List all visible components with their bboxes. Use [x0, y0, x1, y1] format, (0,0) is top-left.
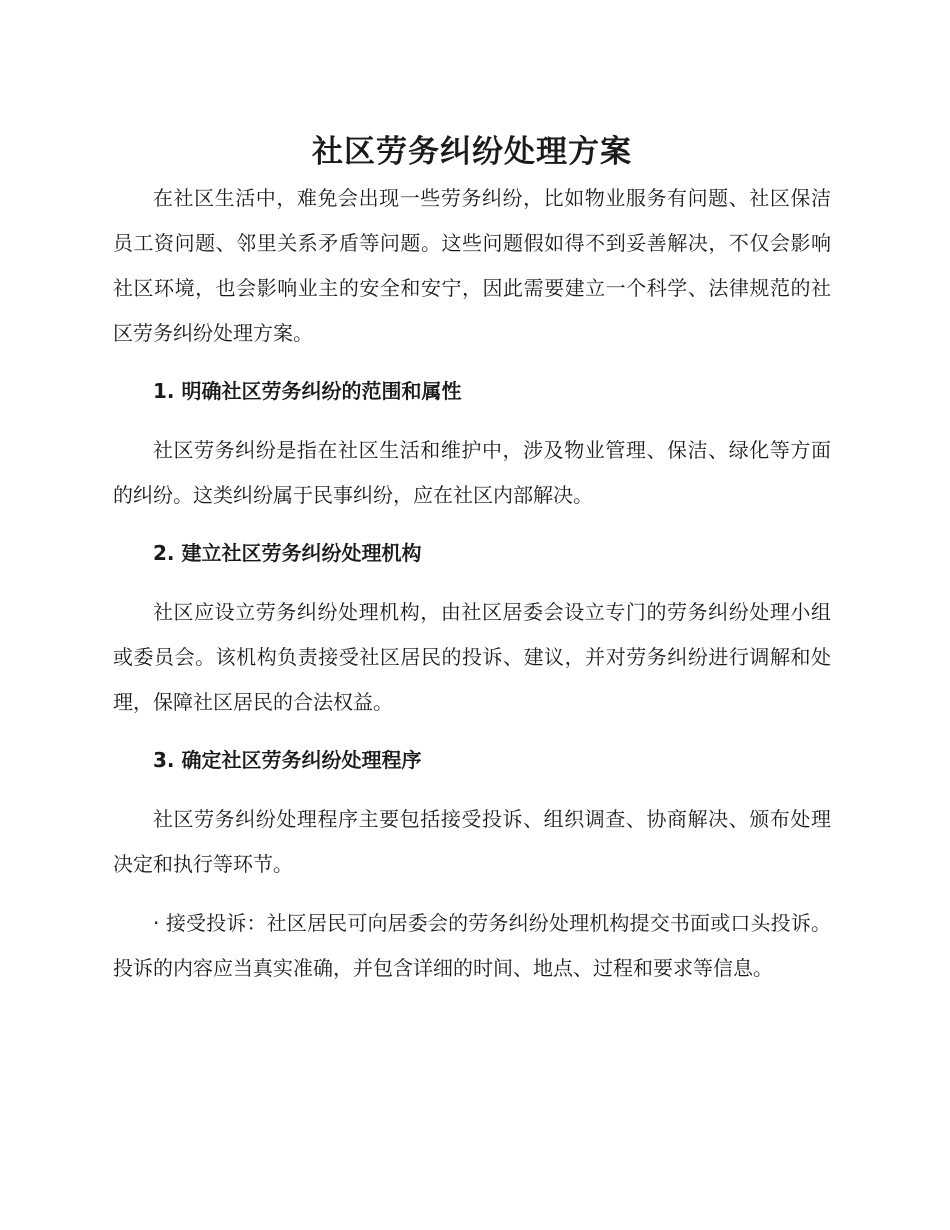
document-page [113, 128, 831, 991]
section-1-heading: 1. 明确社区劳务纠纷的范围和属性 [153, 379, 462, 403]
section-2-body: 社区应设立劳务纠纷处理机构，由社区居委会设立专门的劳务纠纷处理小组或委员会。该机构负责接受社区居民的投诉、建议，并对劳务纠纷进行调解和处理，保障社区居民的合法权益。 [113, 600, 831, 714]
section-3-heading: 3. 确定社区劳务纠纷处理程序 [153, 748, 422, 772]
section-1-body: 社区劳务纠纷是指在社区生活和维护中，涉及物业管理、保洁、绿化等方面的纠纷。这类纠纷属于民事纠纷，应在社区内部解决。 [113, 438, 831, 507]
document-title: 社区劳务纠纷处理方案 [312, 134, 632, 170]
section-3-bullet: · 接受投诉：社区居民可向居委会的劳务纠纷处理机构提交书面或口头投诉。投诉的内容应当真实准确，并包含详细的时间、地点、过程和要求等信息。 [113, 911, 831, 980]
section-3-body: 社区劳务纠纷处理程序主要包括接受投诉、组织调查、协商解决、颁布处理决定和执行等环节。 [113, 807, 831, 876]
section-2-heading: 2. 建立社区劳务纠纷处理机构 [153, 541, 422, 565]
intro-paragraph: 在社区生活中，难免会出现一些劳务纠纷，比如物业服务有问题、社区保洁员工资问题、邻里关系矛盾等问题。这些问题假如得不到妥善解决，不仅会影响社区环境，也会影响业主的安全和安宁，因此需要建立一个科学、法律规范的社区劳务纠纷处理方案。 [113, 186, 831, 345]
